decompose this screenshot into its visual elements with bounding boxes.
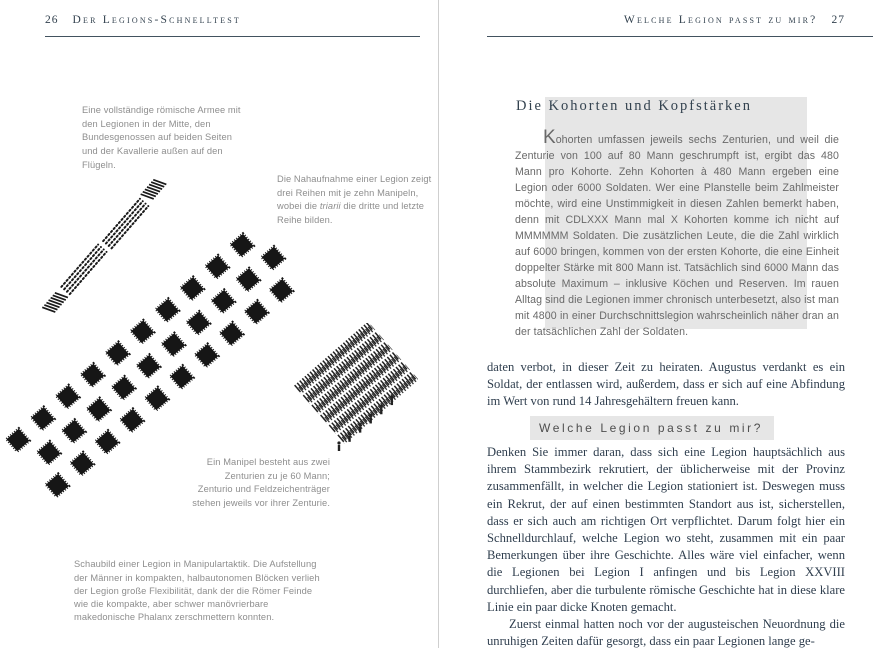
info-box-heading: Die Kohorten und Kopfstärken <box>516 98 752 114</box>
caption-full-army: Eine vollständige römische Armee mit den Legionen in der Mitte, den Bundesgenossen auf beiden Seiten und der Kavallerie außen auf den Flügeln. <box>82 105 241 170</box>
running-title-right: Welche Legion passt zu mir? <box>623 14 818 26</box>
page-gutter-divider <box>438 0 439 648</box>
header-rule-left <box>45 36 420 37</box>
paragraph-continuation: daten verbot, in dieser Zeit zu heiraten. Augustus verdankt es ein Soldat, der entlassen wird, außerdem, dass er sich auf eine Abfindung im Wert von rund 14 Jahresgehältern freuen kann. <box>487 359 845 408</box>
main-text-column <box>487 444 845 650</box>
caption-legion-closeup: Die Nahaufnahme einer Legion zeigt drei Reihen mit je zehn Manipeln, wobei die triarii die dritte und letzte Reihe bilden. <box>277 174 432 226</box>
body-paragraph-2: Zuerst einmal hatten noch vor der augusteischen Neuordnung die unruhigen Zeiten dafür gesorgt, dass ein paar Legionen lange ge- <box>487 617 845 649</box>
running-head-right <box>624 14 845 26</box>
section-heading: Welche Legion passt zu mir? <box>530 416 774 440</box>
caption-schaubild: Schaubild einer Legion in Manipulartaktik. Die Aufstellung der Männer in kompakten, halbautonomen Blöcken verlieh der Legion große Flexibilität, dank der die Römer Feinde wie die kompakte, aber schwer manövrierbare makedonische Phalanx zerschmettern konnten. <box>74 559 320 623</box>
header-rule-right <box>487 36 873 37</box>
info-box-body: Kohorten umfassen jeweils sechs Zenturien, und weil die Zenturie von 100 auf 80 Mann geschrumpft ist, ergibt das 480 Mann pro Kohorte. Zehn Kohorten à 480 Mann ergeben eine Legion oder 6000 Soldaten. Wer eine Planstelle beim Zahlmeister möchte, wird eine Unstimmigkeit in diesen Zahlen bemerkt haben, denn mit CDLXXX Mann mal X Kohorten komme ich nicht auf MMMMMM Soldaten. Die zusätzlichen Leute, die die Zahl wirklich auf 6000 bringen, kommen von der ersten Kohorte, die eine Einheit doppelter Stärke mit 800 Mann ist. Tatsächlich sind 6000 Mann das absolute Maximum – inklusive Köchen und Reserven. Im rauen Alltag sind die Legionen immer chronisch unterbesetzt, also ist man mit 4800 in einer Durchschnittslegion wahrscheinlich näher dran an der tatsächlichen Zahl der Soldaten. <box>515 126 839 338</box>
page-number-left: 26 <box>45 14 59 26</box>
drop-cap: K <box>543 126 556 148</box>
running-head-left <box>45 14 241 26</box>
body-paragraph-1: Denken Sie immer daran, dass sich eine Legion hauptsächlich aus ihrem Stammbezirk rekrutiert, der üblicherweise mit der Provinz zusammenfällt, in welcher die Legion stationiert ist. Deswegen muss ein Rekrut, der auf einen bestimmten Standort aus ist, sicherstellen, dass er sich auch am richtigen Ort verpflichtet. Darum folgt hier ein Schnelldurchlauf, welche Legion wo steht, zusammen mit ein paar Bemerkungen über ihre Geschichte. Alles wäre viel einfacher, wenn die Legionen bei Legion I anfingen und bis Legion XXVIII durchliefen, aber die turbulente römische Geschichte hat in diese klare Linie ein paar dicke Knoten gemacht. <box>487 445 845 614</box>
page-number-right: 27 <box>831 14 845 26</box>
running-title-left: Der Legions-Schnelltest <box>72 14 242 26</box>
maniple-detail-diagram <box>293 323 418 473</box>
caption-manipel: Ein Manipel besteht aus zwei Zenturien zu je 60 Mann; Zenturio und Feldzeichenträger stehen jeweils vor ihrer Zenturie. <box>192 457 330 509</box>
